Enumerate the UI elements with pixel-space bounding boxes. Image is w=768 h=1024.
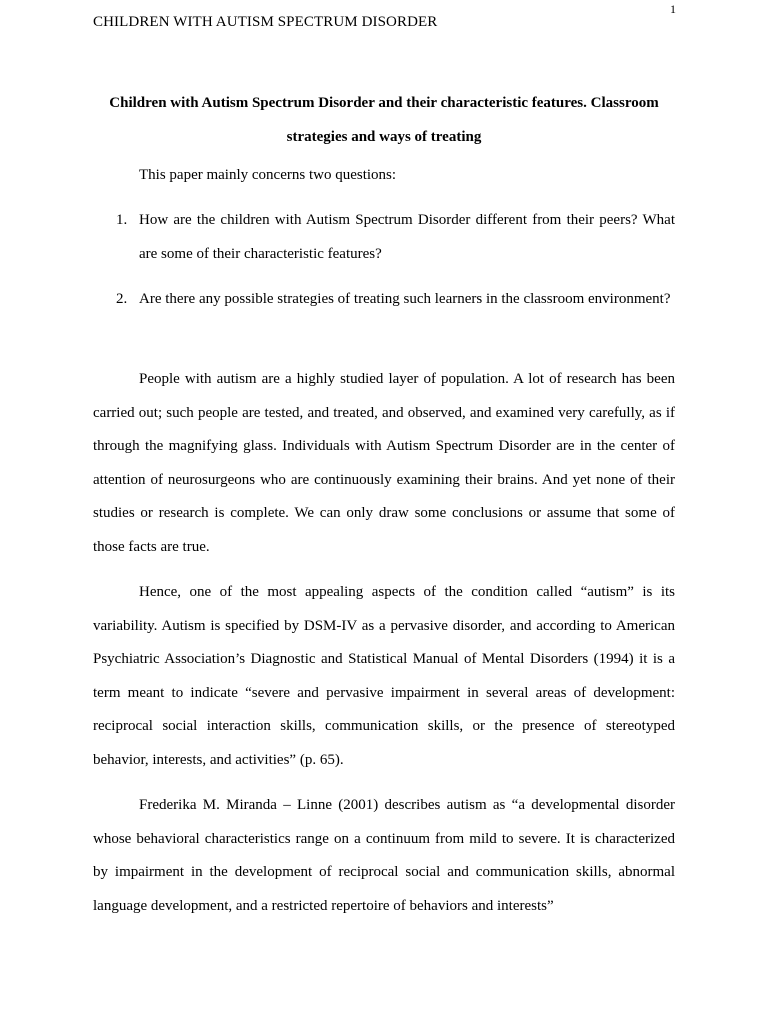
- page-number: 1: [670, 2, 676, 16]
- body-paragraph: People with autism are a highly studied layer of population. A lot of research has been carried out; such people are tested, and treated, and observed, and examined very carefully, as if through the magnifying glass. Individuals with Autism Spectrum Disorder are in the center of attention of neurosurgeons who are continuously examining their brains. And yet none of their studies or research is complete. We can only draw some conclusions or assume that some of those facts are true.: [93, 371, 675, 555]
- question-number: 2.: [116, 291, 128, 307]
- body-paragraph: Hence, one of the most appealing aspects of the condition called “autism” is its variability. Autism is specified by DSM-IV as a pervasive disorder, and according to American Psychiatric Association’s Diagnostic and Statistical Manual of Mental Disorders (1994) it is a term meant to indicate “severe and pervasive impairment in several areas of development: reciprocal social interaction skills, communication skills, or the presence of stereotyped behavior, interests, and activities” (p. 65).: [93, 584, 675, 768]
- intro-paragraph: This paper mainly concerns two questions:: [139, 167, 397, 183]
- question-text: How are the children with Autism Spectrum Disorder different from their peers? What are some of their characteristic features?: [139, 212, 675, 262]
- question-number: 1.: [116, 212, 128, 228]
- question-text: Are there any possible strategies of treating such learners in the classroom environment?: [139, 291, 671, 307]
- body-paragraph: Frederika M. Miranda – Linne (2001) describes autism as “a developmental disorder whose behavioral characteristics range on a continuum from mild to severe. It is characterized by impairment in the development of reciprocal social and communication skills, abnormal language development, and a restricted repertoire of behaviors and interests”: [93, 797, 675, 914]
- paper-title: Children with Autism Spectrum Disorder and their characteristic features. Classroom strategies and ways of treating: [109, 95, 659, 145]
- running-head: CHILDREN WITH AUTISM SPECTRUM DISORDER: [93, 14, 438, 30]
